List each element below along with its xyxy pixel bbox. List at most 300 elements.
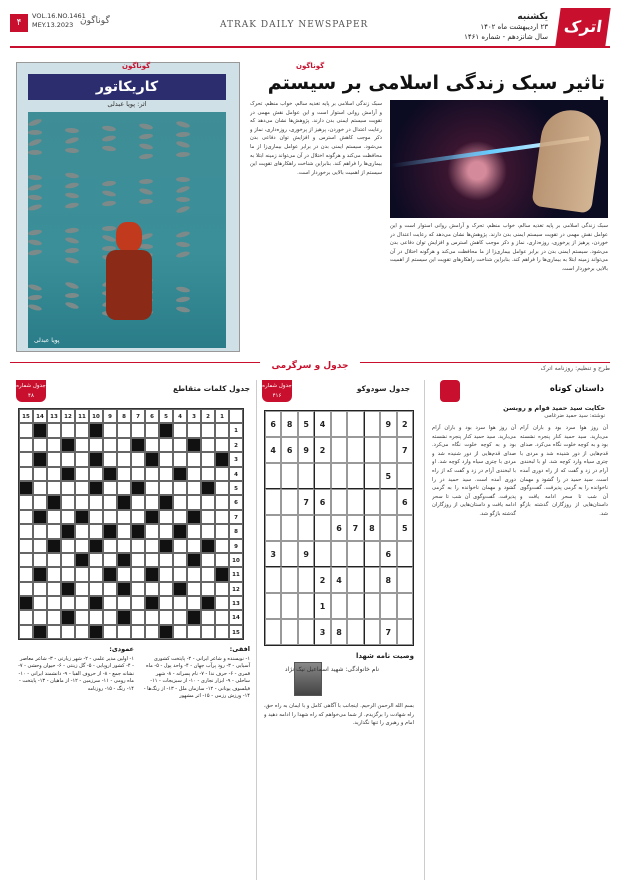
crossword-cell[interactable] [215, 524, 229, 538]
date-en: MEY.13.2023 [32, 21, 74, 29]
fish-shape [139, 133, 154, 140]
crossword-cell[interactable] [103, 553, 117, 567]
crossword-col-number: 12 [61, 409, 75, 423]
crossword-cell[interactable] [33, 467, 47, 481]
crossword-cell[interactable] [33, 481, 47, 495]
crossword-cell[interactable] [89, 567, 103, 581]
crossword-cell[interactable] [33, 438, 47, 452]
crossword-cell[interactable] [103, 625, 117, 639]
crossword-cell[interactable] [61, 567, 75, 581]
crossword-cell[interactable] [187, 467, 201, 481]
crossword-cell[interactable] [103, 539, 117, 553]
crossword-cell[interactable] [117, 524, 131, 538]
crossword-cell[interactable] [145, 467, 159, 481]
crossword-cell[interactable] [19, 610, 33, 624]
article-headline: تاثیر سبک زندگی اسلامی بر سیستم [267, 72, 605, 94]
crossword-row-number: 4 [229, 467, 243, 481]
crossword-cell[interactable] [215, 553, 229, 567]
fish-shape [65, 301, 80, 310]
sudoku-cell[interactable] [331, 463, 347, 489]
crossword-cell[interactable] [215, 596, 229, 610]
crossword-cell[interactable] [173, 553, 187, 567]
fish-shape [102, 180, 117, 187]
crossword-black-cell [33, 567, 47, 581]
sudoku-cell[interactable] [331, 593, 347, 619]
crossword-cell[interactable] [47, 510, 61, 524]
sudoku-cell: 4 [331, 567, 347, 593]
sudoku-cell[interactable] [364, 489, 380, 515]
sudoku-cell: 6 [380, 541, 396, 567]
crossword-cell[interactable] [131, 539, 145, 553]
crossword-cell[interactable] [19, 539, 33, 553]
crossword-cell[interactable] [75, 495, 89, 509]
sudoku-cell[interactable] [265, 489, 281, 515]
crossword-cell[interactable] [89, 438, 103, 452]
sudoku-cell[interactable] [265, 567, 281, 593]
crossword-black-cell [61, 524, 75, 538]
crossword-cell[interactable] [117, 539, 131, 553]
crossword-cell[interactable] [117, 438, 131, 452]
crossword-cell[interactable] [145, 481, 159, 495]
crossword-cell[interactable] [145, 423, 159, 437]
crossword-cell[interactable] [89, 467, 103, 481]
crossword-cell[interactable] [159, 524, 173, 538]
crossword-cell[interactable] [75, 539, 89, 553]
crossword-col-number: 5 [159, 409, 173, 423]
sudoku-badge: جدول شماره ۴۱۶ [262, 380, 292, 402]
fish-shape [28, 229, 42, 236]
sudoku-cell[interactable] [347, 567, 363, 593]
fish-shape [28, 150, 42, 155]
crossword-cell[interactable] [173, 495, 187, 509]
sudoku-cell[interactable] [347, 619, 363, 645]
crossword-cell[interactable] [159, 510, 173, 524]
crossword-cell[interactable] [145, 539, 159, 553]
crossword-cell[interactable] [187, 567, 201, 581]
sudoku-cell[interactable] [265, 619, 281, 645]
crossword-cell[interactable] [173, 596, 187, 610]
crossword-cell[interactable] [187, 582, 201, 596]
crossword-cell[interactable] [33, 610, 47, 624]
crossword-cell[interactable] [75, 582, 89, 596]
fish-shape [139, 179, 153, 185]
crossword-cell[interactable] [75, 567, 89, 581]
crossword-cell[interactable] [19, 524, 33, 538]
crossword-cell[interactable] [47, 524, 61, 538]
sudoku-cell[interactable] [314, 515, 330, 541]
crossword-cell[interactable] [117, 625, 131, 639]
crossword-cell[interactable] [201, 582, 215, 596]
crossword-cell[interactable] [145, 524, 159, 538]
sudoku-cell[interactable] [298, 515, 314, 541]
sudoku-cell: 5 [380, 463, 396, 489]
sudoku-cell[interactable] [364, 619, 380, 645]
crossword-row-number: 8 [229, 524, 243, 538]
crossword-cell[interactable] [19, 467, 33, 481]
sudoku-cell[interactable] [397, 567, 413, 593]
newspaper-name-en: ATRAK DAILY NEWSPAPER [220, 20, 369, 30]
crossword-cell[interactable] [131, 452, 145, 466]
sudoku-cell[interactable] [331, 411, 347, 437]
newspaper-logo: اترک [555, 8, 610, 46]
sudoku-cell: 5 [298, 411, 314, 437]
crossword-cell[interactable] [103, 610, 117, 624]
crossword-cell[interactable] [145, 625, 159, 639]
crossword-cell[interactable] [117, 567, 131, 581]
crossword-cell[interactable] [75, 438, 89, 452]
sudoku-cell[interactable] [265, 515, 281, 541]
crossword-horizontal-clues [140, 646, 250, 876]
sudoku-cell[interactable] [364, 437, 380, 463]
fish-shape [65, 256, 80, 264]
crossword-cell[interactable] [201, 452, 215, 466]
crossword-cell[interactable] [173, 539, 187, 553]
crossword-cell[interactable] [159, 582, 173, 596]
fish-shape [28, 283, 42, 291]
crossword-cell[interactable] [47, 625, 61, 639]
crossword-cell[interactable] [75, 610, 89, 624]
crossword-cell[interactable] [75, 423, 89, 437]
sudoku-cell[interactable] [281, 619, 297, 645]
crossword-cell[interactable] [159, 553, 173, 567]
crossword-cell[interactable] [47, 481, 61, 495]
crossword-black-cell [131, 481, 145, 495]
crossword-cell[interactable] [89, 495, 103, 509]
sudoku-cell[interactable] [347, 437, 363, 463]
sudoku-cell[interactable] [397, 541, 413, 567]
fish-shape [102, 125, 117, 132]
sudoku-cell[interactable] [298, 567, 314, 593]
crossword-cell[interactable] [159, 610, 173, 624]
sudoku-cell[interactable] [314, 463, 330, 489]
crossword-cell[interactable] [131, 467, 145, 481]
crossword-cell[interactable] [187, 423, 201, 437]
fish-shape [102, 189, 117, 197]
crossword-cell[interactable] [75, 467, 89, 481]
crossword-cell[interactable] [103, 596, 117, 610]
crossword-cell[interactable] [215, 625, 229, 639]
crossword-cell[interactable] [89, 510, 103, 524]
sudoku-cell[interactable] [265, 593, 281, 619]
crossword-cell[interactable] [159, 452, 173, 466]
crossword-cell[interactable] [201, 610, 215, 624]
crossword-cell[interactable] [159, 438, 173, 452]
crossword-black-cell [117, 553, 131, 567]
crossword-cell[interactable] [215, 438, 229, 452]
crossword-cell[interactable] [131, 582, 145, 596]
crossword-cell[interactable] [187, 495, 201, 509]
fish-shape [139, 187, 154, 196]
crossword-cell[interactable] [61, 553, 75, 567]
crossword-cell[interactable] [187, 596, 201, 610]
crossword-cell[interactable] [145, 582, 159, 596]
crossword-cell[interactable] [215, 467, 229, 481]
crossword-black-cell [61, 582, 75, 596]
crossword-cell[interactable] [19, 567, 33, 581]
crossword-cell[interactable] [61, 539, 75, 553]
crossword-cell[interactable] [33, 539, 47, 553]
crossword-black-cell [159, 539, 173, 553]
crossword-cell[interactable] [61, 625, 75, 639]
article-image [390, 100, 608, 218]
crossword-cell[interactable] [19, 582, 33, 596]
fish-shape [65, 148, 79, 154]
crossword-cell[interactable] [173, 510, 187, 524]
crossword-cell[interactable] [47, 423, 61, 437]
crossword-cell[interactable] [173, 610, 187, 624]
sudoku-cell[interactable] [364, 411, 380, 437]
crossword-cell[interactable] [61, 596, 75, 610]
fish-shape [176, 205, 191, 214]
crossword-cell[interactable] [201, 423, 215, 437]
crossword-cell[interactable] [47, 610, 61, 624]
crossword-cell[interactable] [131, 423, 145, 437]
crossword-cell[interactable] [173, 625, 187, 639]
crossword-cell[interactable] [75, 596, 89, 610]
crossword-cell[interactable] [47, 582, 61, 596]
crossword-cell[interactable] [103, 452, 117, 466]
crossword-cell[interactable] [103, 510, 117, 524]
sudoku-cell[interactable] [331, 541, 347, 567]
crossword-cell[interactable] [145, 553, 159, 567]
crossword-cell[interactable] [75, 625, 89, 639]
fish-shape [65, 172, 80, 179]
crossword-cell[interactable] [131, 610, 145, 624]
sudoku-cell[interactable] [364, 593, 380, 619]
crossword-cell[interactable] [89, 553, 103, 567]
crossword-black-cell [89, 481, 103, 495]
diver-body [106, 250, 152, 320]
horizontal-clues-text: ۱- نویسنده و شاعر ایرانی - ۲- پایتخت کشوری آسیایی - ۳- رود پرآب جهان - ۴- واحد پول - ۵- ماه قمری - ۶- حرف ندا - ۷- نام پسرانه - ۸- شهر ساحلی - ۹- ابزار نجاری - ۱۰- از سبزیجات - ۱۱- فیلسوف یونانی - ۱۲- سازمان ملل - ۱۳- از رنگ‌ها - ۱۴- ورزش رزمی - ۱۵- اثر مشهور [143, 655, 250, 699]
crossword-cell[interactable] [201, 625, 215, 639]
crossword-cell[interactable] [131, 553, 145, 567]
crossword-row-number: 2 [229, 438, 243, 452]
crossword-cell[interactable] [201, 567, 215, 581]
crossword-cell[interactable] [131, 625, 145, 639]
sudoku-cell[interactable] [298, 593, 314, 619]
crossword-cell[interactable] [131, 567, 145, 581]
sudoku-cell[interactable] [281, 463, 297, 489]
crossword-cell[interactable] [61, 510, 75, 524]
sudoku-cell[interactable] [397, 593, 413, 619]
crossword-cell[interactable] [131, 596, 145, 610]
crossword-cell[interactable] [103, 481, 117, 495]
crossword-cell[interactable] [19, 625, 33, 639]
crossword-cell[interactable] [103, 582, 117, 596]
crossword-cell[interactable] [33, 524, 47, 538]
crossword-vertical-clues [18, 646, 134, 876]
fish-shape [176, 140, 191, 149]
column-divider [424, 380, 425, 880]
crossword-cell[interactable] [201, 467, 215, 481]
crossword-cell[interactable] [19, 495, 33, 509]
crossword-cell[interactable] [173, 481, 187, 495]
sudoku-cell[interactable] [364, 567, 380, 593]
sudoku-cell[interactable] [380, 437, 396, 463]
crossword-black-cell [103, 467, 117, 481]
fish-shape [176, 296, 191, 303]
crossword-cell[interactable] [201, 510, 215, 524]
crossword-cell[interactable] [131, 510, 145, 524]
crossword-cell[interactable] [61, 423, 75, 437]
crossword-cell[interactable] [201, 524, 215, 538]
crossword-black-cell [89, 423, 103, 437]
fish-shape [102, 135, 117, 143]
crossword-cell[interactable] [75, 452, 89, 466]
fish-shape [28, 138, 42, 147]
sudoku-cell[interactable] [281, 593, 297, 619]
crossword-cell[interactable] [187, 539, 201, 553]
crossword-cell[interactable] [75, 481, 89, 495]
crossword-cell[interactable] [19, 438, 33, 452]
crossword-cell[interactable] [47, 438, 61, 452]
crossword-cell[interactable] [61, 495, 75, 509]
fish-shape [28, 294, 42, 300]
crossword-black-cell [201, 481, 215, 495]
crossword-cell[interactable] [173, 438, 187, 452]
crossword-cell[interactable] [201, 438, 215, 452]
crossword-cell[interactable] [61, 481, 75, 495]
crossword-cell[interactable] [19, 510, 33, 524]
crossword-cell[interactable] [215, 481, 229, 495]
crossword-cell[interactable] [145, 438, 159, 452]
sudoku-cell[interactable] [281, 489, 297, 515]
section-name: گوناگون [80, 16, 110, 26]
crossword-cell[interactable] [89, 610, 103, 624]
crossword-cell[interactable] [117, 510, 131, 524]
crossword-cell[interactable] [159, 481, 173, 495]
crossword-cell[interactable] [117, 481, 131, 495]
crossword-cell[interactable] [159, 467, 173, 481]
crossword-cell[interactable] [131, 495, 145, 509]
crossword-cell[interactable] [187, 452, 201, 466]
crossword-cell[interactable] [215, 423, 229, 437]
sudoku-cell[interactable] [265, 463, 281, 489]
sudoku-cell: 4 [265, 437, 281, 463]
crossword-cell[interactable] [47, 553, 61, 567]
crossword-cell[interactable] [145, 495, 159, 509]
crossword-cell[interactable] [61, 452, 75, 466]
crossword-black-cell [19, 596, 33, 610]
crossword-cell[interactable] [117, 596, 131, 610]
crossword-cell[interactable] [201, 553, 215, 567]
sudoku-cell[interactable] [298, 619, 314, 645]
crossword-col-number: 6 [145, 409, 159, 423]
crossword-cell[interactable] [159, 567, 173, 581]
sudoku-cell[interactable] [397, 619, 413, 645]
crossword-cell[interactable] [19, 452, 33, 466]
crossword-cell[interactable] [117, 467, 131, 481]
band-credit: طرح و تنظیم: روزنامه اترک [540, 365, 610, 372]
crossword-col-number: 8 [117, 409, 131, 423]
crossword-cell[interactable] [215, 610, 229, 624]
crossword-cell[interactable] [215, 495, 229, 509]
sudoku-cell[interactable] [364, 463, 380, 489]
sudoku-cell[interactable] [347, 541, 363, 567]
crossword-cell[interactable] [159, 596, 173, 610]
crossword-cell[interactable] [173, 452, 187, 466]
crossword-cell[interactable] [103, 423, 117, 437]
sudoku-cell[interactable] [364, 541, 380, 567]
crossword-black-cell [47, 539, 61, 553]
sudoku-cell[interactable] [380, 593, 396, 619]
crossword-cell[interactable] [215, 582, 229, 596]
crossword-cell[interactable] [47, 567, 61, 581]
crossword-black-cell [33, 625, 47, 639]
sudoku-cell[interactable] [347, 489, 363, 515]
sudoku-cell[interactable] [397, 463, 413, 489]
sudoku-cell[interactable] [380, 515, 396, 541]
sudoku-cell[interactable] [281, 515, 297, 541]
sudoku-cell[interactable] [347, 463, 363, 489]
crossword-col-number: 13 [47, 409, 61, 423]
crossword-cell[interactable] [173, 423, 187, 437]
sudoku-cell[interactable] [347, 411, 363, 437]
fish-shape [65, 227, 79, 233]
crossword-cell[interactable] [19, 423, 33, 437]
fish-shape [28, 118, 42, 127]
sudoku-cell[interactable] [347, 593, 363, 619]
crossword-cell[interactable] [145, 610, 159, 624]
crossword-black-cell [187, 510, 201, 524]
sudoku-cell[interactable] [281, 541, 297, 567]
crossword-cell[interactable] [47, 452, 61, 466]
sudoku-cell: 9 [298, 541, 314, 567]
crossword-cell[interactable] [187, 524, 201, 538]
fish-shape [176, 177, 190, 182]
crossword-cell[interactable] [117, 452, 131, 466]
crossword-cell[interactable] [187, 625, 201, 639]
crossword-cell[interactable] [89, 524, 103, 538]
crossword-cell[interactable] [47, 467, 61, 481]
crossword-black-cell [47, 495, 61, 509]
sudoku-cell: 2 [397, 411, 413, 437]
sudoku-cell[interactable] [298, 463, 314, 489]
crossword-cell[interactable] [187, 481, 201, 495]
crossword-cell[interactable] [33, 582, 47, 596]
crossword-cell[interactable] [75, 524, 89, 538]
fish-shape [65, 128, 79, 134]
sudoku-cell[interactable] [331, 489, 347, 515]
sudoku-cell[interactable] [281, 567, 297, 593]
sudoku-cell[interactable] [331, 437, 347, 463]
fish-shape [176, 286, 191, 294]
crossword-cell[interactable] [117, 423, 131, 437]
crossword-col-number: 4 [173, 409, 187, 423]
fish-shape [28, 130, 42, 135]
crossword-cell[interactable] [201, 495, 215, 509]
crossword-cell[interactable] [19, 553, 33, 567]
crossword-cell[interactable] [215, 510, 229, 524]
crossword-row-number: 6 [229, 495, 243, 509]
caricature-tag: گوناگون [122, 62, 151, 70]
sudoku-cell[interactable] [314, 541, 330, 567]
crossword-cell[interactable] [33, 596, 47, 610]
crossword-cell[interactable] [89, 582, 103, 596]
crossword-cell[interactable] [103, 438, 117, 452]
crossword-cell[interactable] [173, 567, 187, 581]
header-day: یکشنبه [517, 12, 548, 22]
crossword-cell[interactable] [215, 539, 229, 553]
crossword-cell[interactable] [103, 495, 117, 509]
fish-shape [139, 153, 154, 160]
crossword-black-cell [131, 524, 145, 538]
crossword-cell[interactable] [33, 553, 47, 567]
crossword-cell[interactable] [33, 495, 47, 509]
crossword-cell[interactable] [47, 596, 61, 610]
sudoku-cell[interactable] [380, 489, 396, 515]
sudoku-cell: 3 [265, 541, 281, 567]
